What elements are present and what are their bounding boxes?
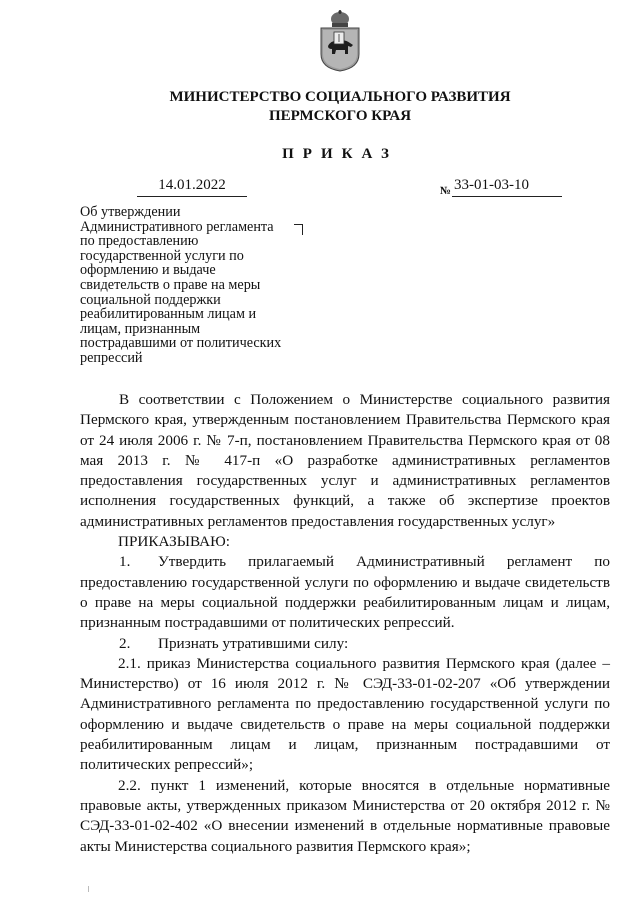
document-type: ПРИКАЗ (282, 146, 398, 162)
scan-corner-mark (88, 886, 95, 892)
subject-line: репрессий (80, 349, 143, 366)
number-underline (452, 196, 562, 197)
perm-krai-coat-of-arms-icon (318, 10, 362, 72)
item-2-1-paragraph: 2.1. приказ Министерства социального развития Пермского края (далее – Министерство) от 16 июля 2012 г. № СЭД-33-01-02-207 «Об утверждении Административного регламента по предоставлению государственной услуги по оформлению и выдаче свидетельств о праве на меры социальной поддержки реабилитированным лицам и лицам, признанным пострадавшими от политических репрессий»; (80, 654, 610, 774)
number-sign: № (440, 185, 452, 197)
subject-line: Об утверждении (80, 204, 181, 220)
subject-line: свидетельств о праве на меры (80, 276, 261, 293)
item-2-2-paragraph: 2.2. пункт 1 изменений, которые вносятся в отдельные нормативные правовые акты, утвержденных приказом Министерства от 20 октября 2012 г. № СЭД-33-01-02-402 «О внесении изменений в отдельные нормативные правовые акты Министерства социального развития Пермского края»; (80, 776, 610, 855)
subject-line: Административного регламента (80, 218, 274, 235)
date-underline (137, 196, 247, 197)
document-body (80, 390, 610, 857)
item-2-text: Признать утратившими силу: (158, 634, 349, 652)
document-subject (80, 205, 310, 366)
organization-name-line2: ПЕРМСКОГО КРАЯ (268, 108, 412, 124)
subject-bracket-mark (294, 224, 303, 235)
subject-line: социальной поддержки (80, 291, 221, 308)
subject-line: реабилитированным лицам и (80, 306, 257, 323)
item-1-paragraph (80, 552, 610, 633)
item-1-number: 1. (119, 553, 131, 571)
organization-name (100, 88, 580, 126)
order-word: ПРИКАЗЫВАЮ: (118, 533, 230, 551)
item-1-text: Утвердить прилагаемый Административный регламент по предоставлению государственной услуги по оформлению и выдаче свидетельств о праве на меры социальной поддержки реабилитированным лицам и лицам, признанным пострадавшими от политических репрессий. (80, 553, 610, 632)
crown-icon (331, 10, 349, 27)
subject-line: по предоставлению (80, 233, 199, 250)
organization-name-line1: МИНИСТЕРСТВО СОЦИАЛЬНОГО РАЗВИТИЯ (169, 89, 511, 105)
subject-line: государственной услуги по (80, 247, 244, 264)
document-date: 14.01.2022 (158, 177, 226, 193)
document-number: 33-01-03-10 (454, 177, 529, 193)
subject-line: пострадавшими от политических (80, 335, 282, 352)
item-2-number: 2. (119, 634, 131, 652)
preamble-paragraph: В соответствии с Положением о Министерстве социального развития Пермского края, утвержденным постановлением Правительства Пермского края от 24 июля 2006 г. № 7-п, постановлением Правительства Пермского края от 08 мая 2013 г. № 417-п «О разработке административных регламентов предоставления государственных услуг и административных регламентов исполнения государственных функций, а также об экспертизе проектов административных регламентов предоставления государственных услуг» (80, 391, 610, 530)
item-2-paragraph (80, 634, 610, 654)
subject-line: лицам, признанным (80, 320, 201, 337)
subject-line: оформлению и выдаче (80, 262, 216, 279)
